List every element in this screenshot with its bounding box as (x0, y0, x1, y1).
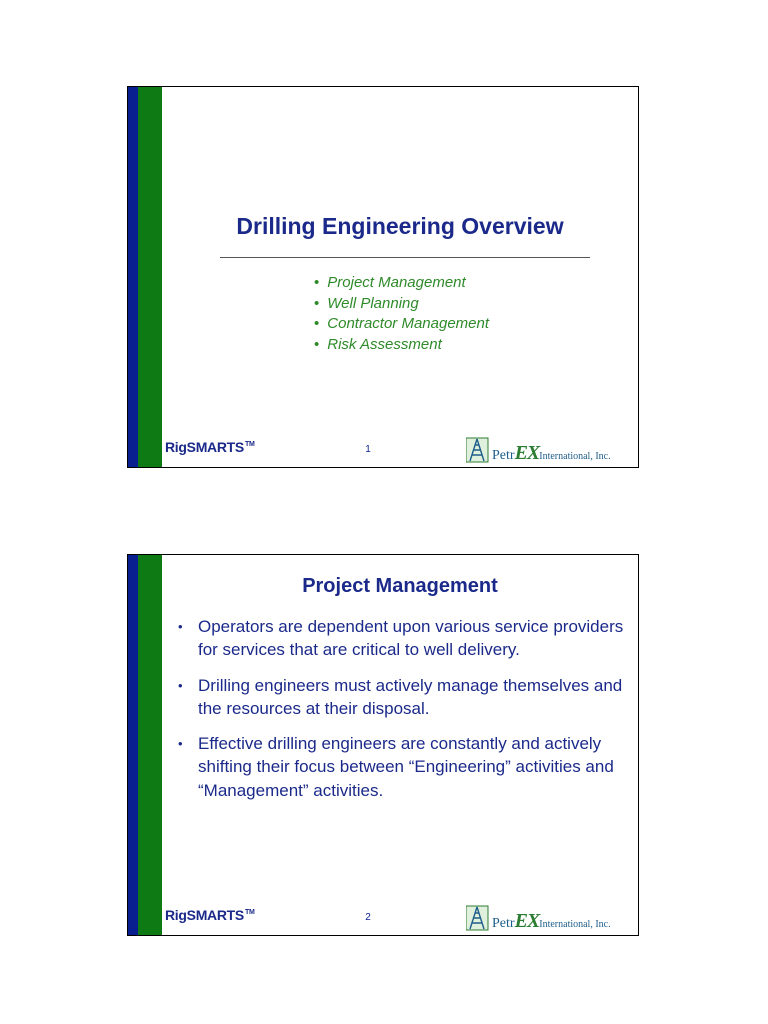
page-number: 2 (365, 912, 371, 923)
topic-list (314, 273, 489, 355)
accent-bar-blue (128, 555, 138, 935)
topic-item: • Contractor Management (314, 314, 489, 335)
bullet-item: • Drilling engineers must actively manage themselves and the resources at their disposal. (178, 675, 623, 718)
topic-item: • Well Planning (314, 294, 489, 315)
derrick-icon (466, 905, 490, 931)
bullet-list (176, 615, 626, 814)
slide-2: Project Management • Operators are dependent upon various service providers for services that are critical to well delivery. • Drilling engineers must actively manage themselves and the resources at their disposal. • Effective drilling engineers are constantly and actively shifting their focus between “Engineering” activities and “Management” activities. RigSMARTS™ 2 PetrEXInternational, Inc. (127, 554, 639, 936)
derrick-icon (466, 437, 490, 463)
slide-title: Drilling Engineering Overview (236, 213, 564, 239)
bullet-item: • Effective drilling engineers are constantly and actively shifting their focus between “Engineering” activities and “Management” activities. (178, 734, 614, 800)
rigsmarts-logo: RigSMARTS™ (165, 439, 255, 455)
accent-bar-blue (128, 87, 138, 467)
title-divider (220, 257, 590, 258)
accent-bar-green (138, 555, 162, 935)
slide-title: Project Management (302, 575, 498, 597)
topic-item: • Project Management (314, 273, 489, 294)
page-number: 1 (365, 444, 371, 455)
accent-bar-green (138, 87, 162, 467)
rigsmarts-logo: RigSMARTS™ (165, 907, 255, 923)
topic-item: • Risk Assessment (314, 335, 489, 356)
bullet-item: • Operators are dependent upon various service providers for services that are critical to well delivery. (178, 617, 624, 660)
slide-1: Drilling Engineering Overview • Project Management • Well Planning • Contractor Management • Risk Assessment RigSMARTS™ 1 PetrEXInternational, Inc. (127, 86, 639, 468)
